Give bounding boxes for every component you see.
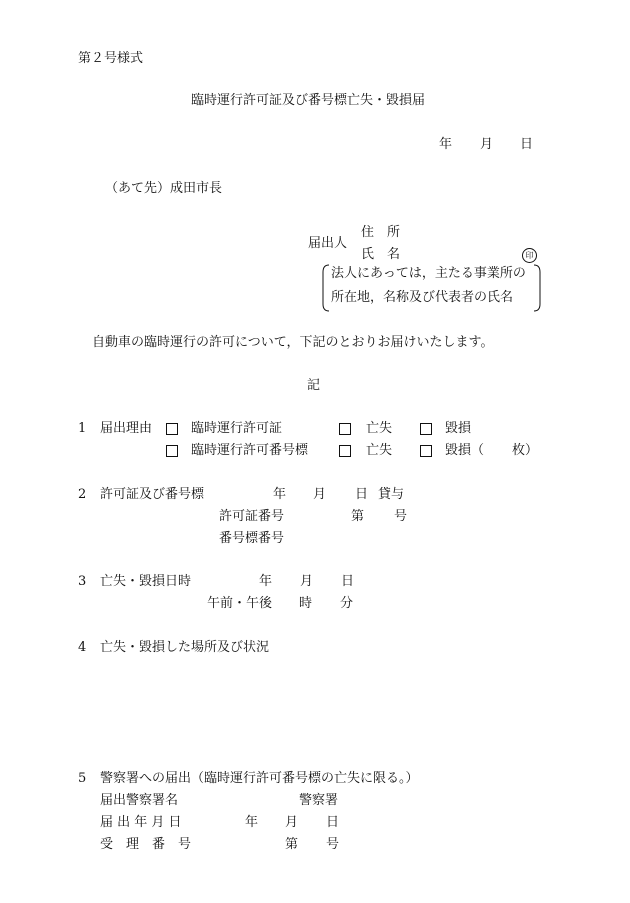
permit-item-label: 臨時運行許可証: [191, 421, 283, 436]
address-label: 住 所: [361, 225, 401, 240]
checkbox-plate-damaged[interactable]: [420, 445, 432, 457]
report-year-label: 年: [245, 815, 259, 830]
permit-number-dai: 第: [351, 509, 365, 524]
report-month-label: 月: [285, 815, 299, 830]
receipt-number-go: 号: [326, 837, 340, 852]
corporate-note-line1: 法人にあっては，主たる事業所の: [331, 266, 526, 281]
permit-number-label: 許可証番号: [219, 509, 285, 524]
lend-month-label: 月: [313, 487, 327, 502]
section5-label: 警察署への届出（臨時運行許可番号標の亡失に限る。）: [100, 771, 419, 786]
report-date-label: 届 出 年 月 日: [100, 815, 182, 830]
intro-text: 自動車の臨時運行の許可について，下記のとおりお届けいたします。: [92, 335, 494, 350]
note-bracket-left: [322, 264, 330, 312]
date-month-label: 月: [480, 137, 494, 152]
plate-item-label: 臨時運行許可番号標: [191, 443, 309, 458]
section1-number: 1: [78, 421, 87, 436]
form-number: 第２号様式: [78, 51, 144, 66]
permit-damaged-label: 毀損: [445, 421, 472, 436]
police-station-suffix: 警察署: [299, 793, 339, 808]
loss-month-label: 月: [300, 574, 314, 589]
page-title: 臨時運行許可証及び番号標亡失・毀損届: [191, 93, 426, 108]
section4-number: 4: [78, 640, 87, 655]
report-day-label: 日: [326, 815, 340, 830]
plate-lost-label: 亡失: [366, 443, 393, 458]
date-day-label: 日: [520, 137, 534, 152]
lend-label: 貸与: [378, 487, 405, 502]
section2-number: 2: [78, 487, 87, 502]
section2-label: 許可証及び番号標: [100, 487, 205, 502]
name-label: 氏 名: [361, 247, 401, 262]
addressee: （あて先）成田市長: [105, 181, 223, 196]
checkbox-plate[interactable]: [166, 445, 178, 457]
ki-heading: 記: [307, 378, 321, 393]
corporate-note-line2: 所在地，名称及び代表者の氏名: [331, 290, 514, 305]
receipt-number-dai: 第: [285, 837, 299, 852]
police-station-label: 届出警察署名: [100, 793, 179, 808]
section3-label: 亡失・毀損日時: [100, 574, 192, 589]
section1-label: 届出理由: [100, 421, 153, 436]
loss-day-label: 日: [341, 574, 355, 589]
checkbox-permit-lost[interactable]: [339, 423, 351, 435]
loss-minute-label: 分: [340, 596, 354, 611]
section4-label: 亡失・毀損した場所及び状況: [100, 640, 270, 655]
seal-mark: 印: [522, 248, 537, 263]
plate-count-unit: 枚）: [512, 443, 539, 458]
receipt-number-label: 受 理 番 号: [100, 837, 192, 852]
loss-ampm-label: 午前・午後: [207, 596, 273, 611]
permit-number-go: 号: [394, 509, 408, 524]
checkbox-permit[interactable]: [166, 423, 178, 435]
loss-hour-label: 時: [299, 596, 313, 611]
loss-year-label: 年: [259, 574, 273, 589]
plate-number-label: 番号標番号: [219, 531, 285, 546]
permit-lost-label: 亡失: [366, 421, 393, 436]
section5-number: 5: [78, 771, 87, 786]
notifier-label: 届出人: [308, 236, 348, 251]
checkbox-permit-damaged[interactable]: [420, 423, 432, 435]
checkbox-plate-lost[interactable]: [339, 445, 351, 457]
plate-damaged-label: 毀損（: [445, 443, 485, 458]
lend-day-label: 日: [355, 487, 369, 502]
note-bracket-right: [533, 264, 541, 312]
section3-number: 3: [78, 574, 87, 589]
date-year-label: 年: [439, 137, 453, 152]
lend-year-label: 年: [273, 487, 287, 502]
